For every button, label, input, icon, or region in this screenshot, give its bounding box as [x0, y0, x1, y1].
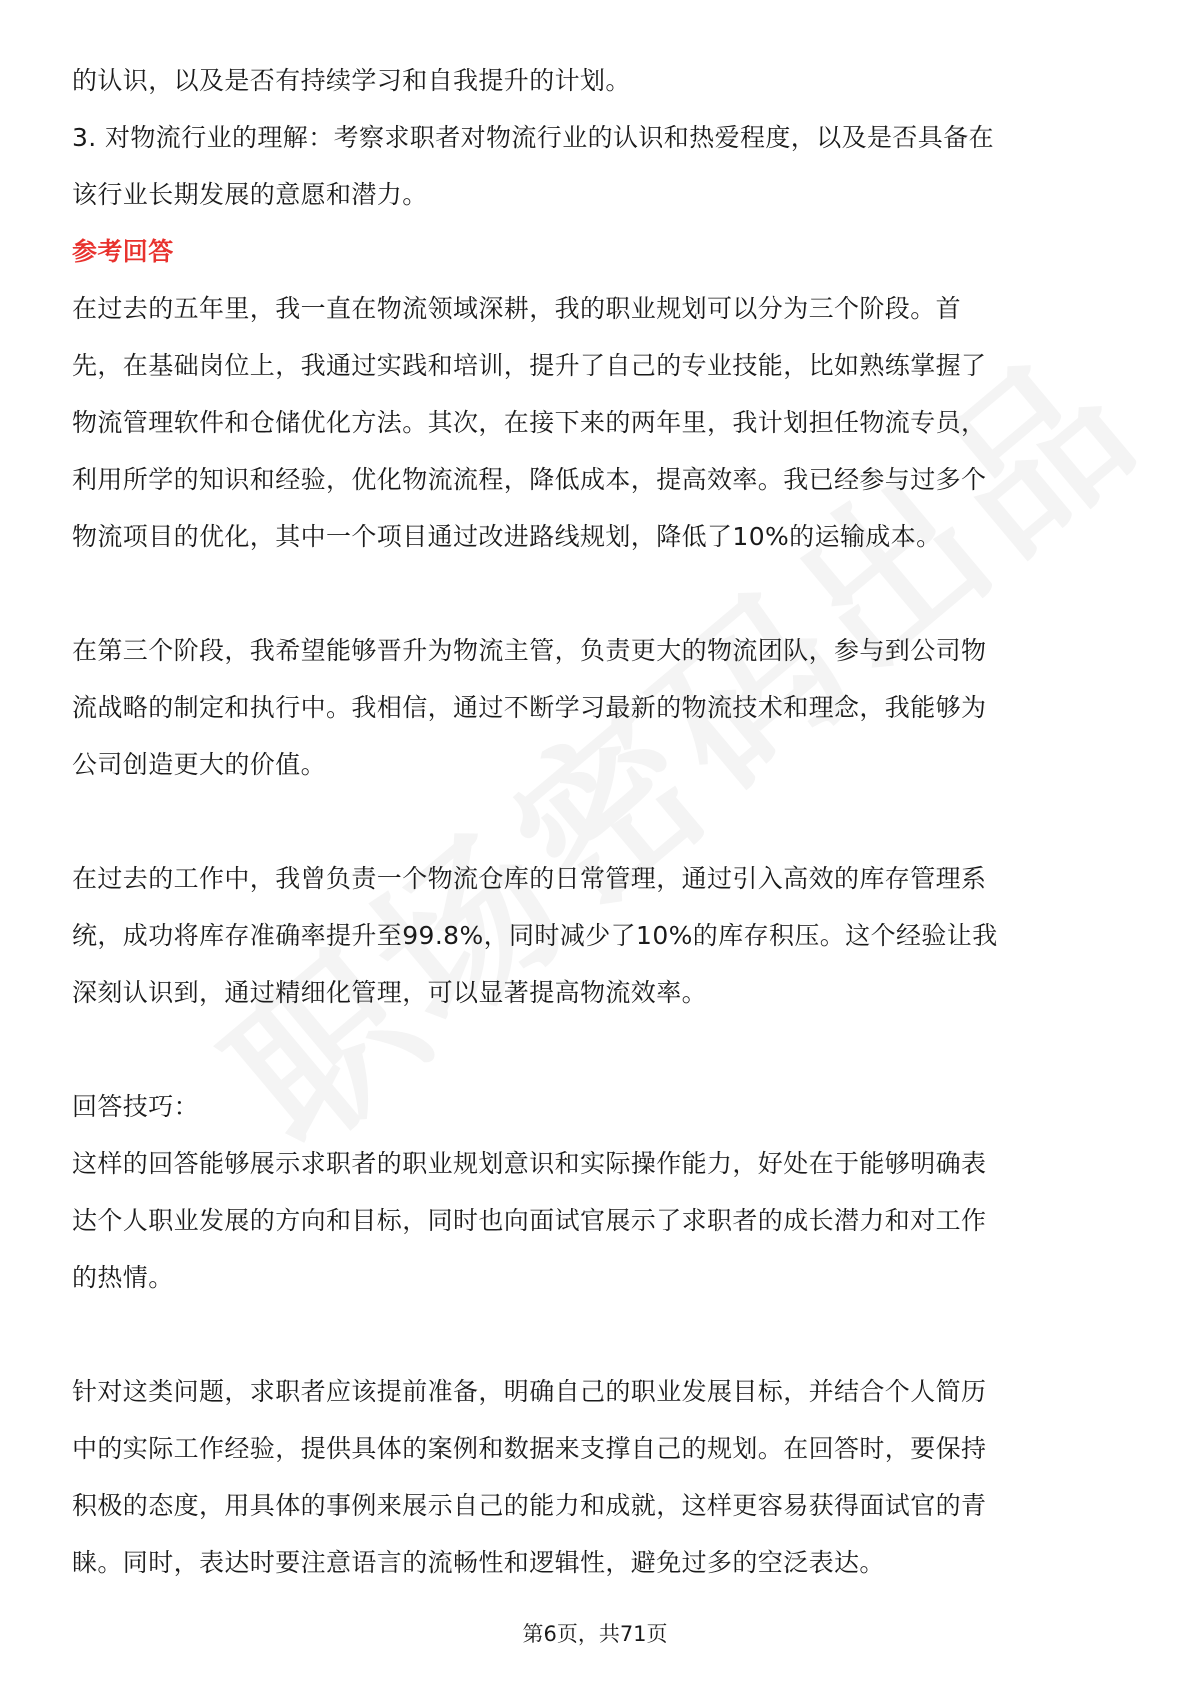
- text-line: 物流管理软件和仓储优化方法。其次，在接下来的两年里，我计划担任物流专员，: [72, 408, 987, 437]
- text-line: 深刻认识到，通过精细化管理，可以显著提高物流效率。: [72, 978, 708, 1007]
- paragraph-gap: [72, 1306, 1122, 1363]
- text-line: 统，成功将库存准确率提升至99.8%，同时减少了10%的库存积压。这个经验让我: [72, 921, 998, 950]
- paragraph-gap: [72, 565, 1122, 622]
- page-number: 第6页，共71页: [522, 1622, 668, 1646]
- text-line: 积极的态度，用具体的事例来展示自己的能力和成就，这样更容易获得面试官的青: [72, 1491, 987, 1520]
- text-line: 3. 对物流行业的理解：考察求职者对物流行业的认识和热爱程度，以及是否具备在: [72, 123, 995, 152]
- text-line: 睐。同时，表达时要注意语言的流畅性和逻辑性，避免过多的空泛表达。: [72, 1548, 885, 1577]
- text-line: 这样的回答能够展示求职者的职业规划意识和实际操作能力，好处在于能够明确表: [72, 1149, 987, 1178]
- text-line: 针对这类问题，求职者应该提前准备，明确自己的职业发展目标，并结合个人简历: [72, 1377, 987, 1406]
- text-line: 流战略的制定和执行中。我相信，通过不断学习最新的物流技术和理念，我能够为: [72, 693, 987, 722]
- tips-heading: 回答技巧：: [72, 1092, 200, 1121]
- text-line: 达个人职业发展的方向和目标，同时也向面试官展示了求职者的成长潜力和对工作: [72, 1206, 987, 1235]
- text-line: 的热情。: [72, 1263, 174, 1292]
- paragraph-gap: [72, 1021, 1122, 1078]
- text-line: 在第三个阶段，我希望能够晋升为物流主管，负责更大的物流团队，参与到公司物: [72, 636, 987, 665]
- document-body: [72, 52, 1122, 1591]
- text-line: 公司创造更大的价值。: [72, 750, 327, 779]
- text-line: 中的实际工作经验，提供具体的案例和数据来支撑自己的规划。在回答时，要保持: [72, 1434, 987, 1463]
- text-line: 在过去的工作中，我曾负责一个物流仓库的日常管理，通过引入高效的库存管理系: [72, 864, 987, 893]
- reference-answer-heading: 参考回答: [72, 237, 174, 266]
- text-line: 先，在基础岗位上，我通过实践和培训，提升了自己的专业技能，比如熟练掌握了: [72, 351, 987, 380]
- text-line: 在过去的五年里，我一直在物流领域深耕，我的职业规划可以分为三个阶段。首: [72, 294, 962, 323]
- text-line: 的认识，以及是否有持续学习和自我提升的计划。: [72, 66, 631, 95]
- text-line: 该行业长期发展的意愿和潜力。: [72, 180, 428, 209]
- paragraph-gap: [72, 793, 1122, 850]
- text-line: 物流项目的优化，其中一个项目通过改进路线规划，降低了10%的运输成本。: [72, 522, 942, 551]
- text-line: 利用所学的知识和经验，优化物流流程，降低成本，提高效率。我已经参与过多个: [72, 465, 987, 494]
